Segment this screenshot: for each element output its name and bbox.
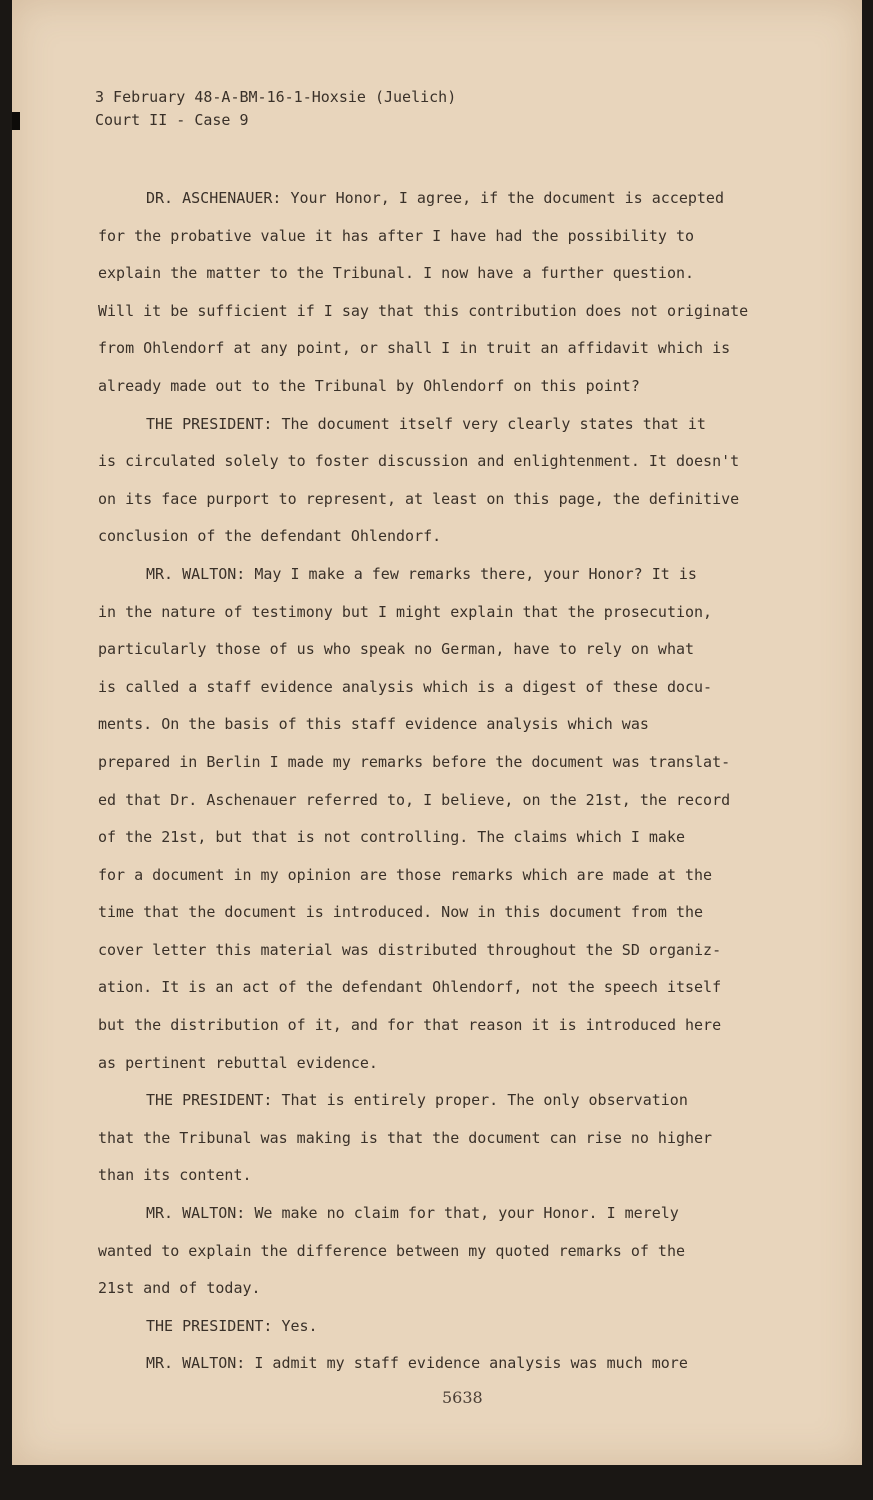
edge-mark bbox=[12, 112, 20, 130]
transcript-line: already made out to the Tribunal by Ohlendorf on this point? bbox=[98, 376, 640, 395]
transcript-line: DR. ASCHENAUER: Your Honor, I agree, if the document is accepted bbox=[146, 189, 724, 207]
header-line-2: Court II - Case 9 bbox=[95, 111, 249, 129]
transcript-line: wanted to explain the difference between my quoted remarks of the bbox=[98, 1241, 685, 1260]
transcript-line: THE PRESIDENT: Yes. bbox=[146, 1316, 318, 1335]
transcript-line: as pertinent rebuttal evidence. bbox=[98, 1053, 378, 1072]
transcript-line: ation. It is an act of the defendant Ohlendorf, not the speech itself bbox=[98, 978, 722, 997]
transcript-line: from Ohlendorf at any point, or shall I in truit an affidavit which is bbox=[98, 339, 731, 358]
transcript-line: for a document in my opinion are those remarks which are made at the bbox=[98, 865, 713, 884]
transcript-line: on its face purport to represent, at least on this page, the definitive bbox=[98, 489, 740, 508]
transcript-line: THE PRESIDENT: That is entirely proper. The only observation bbox=[146, 1091, 688, 1110]
transcript-line: MR. WALTON: I admit my staff evidence analysis was much more bbox=[146, 1354, 688, 1373]
transcript-line: cover letter this material was distributed throughout the SD organiz- bbox=[98, 940, 722, 959]
transcript-line: for the probative value it has after I have had the possibility to bbox=[98, 226, 695, 245]
transcript-line: prepared in Berlin I made my remarks before the document was translat- bbox=[98, 752, 731, 771]
transcript-line: ed that Dr. Aschenauer referred to, I believe, on the 21st, the record bbox=[98, 790, 731, 809]
transcript-line: explain the matter to the Tribunal. I now have a further question. bbox=[98, 264, 695, 283]
document-header bbox=[95, 86, 456, 132]
transcript-line: is circulated solely to foster discussion and enlightenment. It doesn't bbox=[98, 452, 740, 471]
transcript-line: MR. WALTON: May I make a few remarks there, your Honor? It is bbox=[146, 564, 697, 583]
transcript-line: THE PRESIDENT: The document itself very clearly states that it bbox=[146, 414, 706, 433]
transcript-body bbox=[98, 180, 788, 1383]
page-number: 5638 bbox=[442, 1388, 483, 1407]
document-page bbox=[12, 0, 862, 1465]
transcript-line: but the distribution of it, and for that reason it is introduced here bbox=[98, 1016, 722, 1035]
transcript-line: of the 21st, but that is not controlling. The claims which I make bbox=[98, 828, 685, 847]
transcript-line: that the Tribunal was making is that the document can rise no higher bbox=[98, 1128, 713, 1147]
transcript-line: is called a staff evidence analysis which is a digest of these docu- bbox=[98, 677, 713, 696]
transcript-line: time that the document is introduced. Now in this document from the bbox=[98, 903, 704, 922]
header-line-1: 3 February 48-A-BM-16-1-Hoxsie (Juelich) bbox=[95, 88, 457, 106]
transcript-line: particularly those of us who speak no German, have to rely on what bbox=[98, 640, 695, 659]
transcript-line: conclusion of the defendant Ohlendorf. bbox=[98, 527, 442, 546]
transcript-line: in the nature of testimony but I might explain that the prosecution, bbox=[98, 602, 713, 621]
transcript-line: 21st and of today. bbox=[98, 1279, 261, 1298]
transcript-line: ments. On the basis of this staff evidence analysis which was bbox=[98, 715, 649, 734]
transcript-line: Will it be sufficient if I say that this contribution does not originate bbox=[98, 301, 749, 320]
transcript-line: than its content. bbox=[98, 1166, 252, 1185]
transcript-line: MR. WALTON: We make no claim for that, your Honor. I merely bbox=[146, 1204, 679, 1223]
